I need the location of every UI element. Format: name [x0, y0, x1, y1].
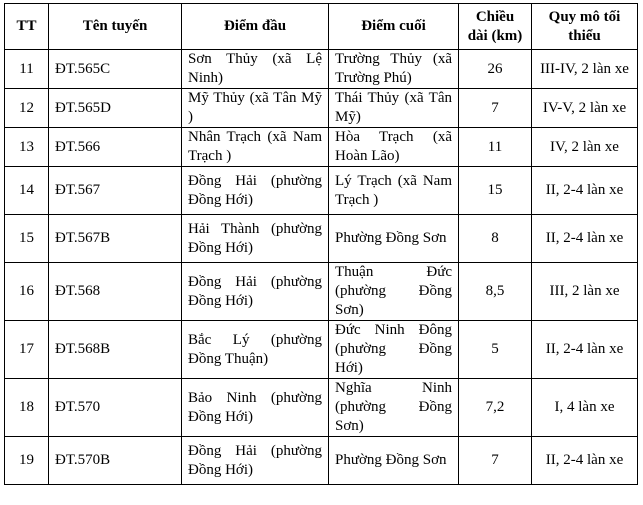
route-name-cell: ĐT.566 — [49, 128, 182, 167]
end-point-cell: Thuận Đức (phường Đồng Sơn) — [329, 263, 459, 321]
length-cell: 5 — [459, 321, 532, 379]
row-number-cell: 12 — [5, 89, 49, 128]
header-row — [5, 4, 638, 50]
start-point-cell: Đồng Hải (phường Đồng Hới) — [182, 167, 329, 215]
end-point-cell: Thái Thủy (xã Tân Mỹ) — [329, 89, 459, 128]
route-name-cell: ĐT.567 — [49, 167, 182, 215]
routes-table — [4, 3, 638, 485]
row-number-cell: 15 — [5, 215, 49, 263]
length-cell: 11 — [459, 128, 532, 167]
row-number-cell: 11 — [5, 50, 49, 89]
scale-cell: II, 2-4 làn xe — [532, 321, 638, 379]
length-cell: 8 — [459, 215, 532, 263]
header-diem-cuoi: Điểm cuối — [329, 4, 459, 50]
table-row — [5, 50, 638, 89]
scale-cell: IV-V, 2 làn xe — [532, 89, 638, 128]
table-row — [5, 437, 638, 485]
length-cell: 15 — [459, 167, 532, 215]
length-cell: 7,2 — [459, 379, 532, 437]
start-point-cell: Mỹ Thủy (xã Tân Mỹ ) — [182, 89, 329, 128]
scale-cell: II, 2-4 làn xe — [532, 215, 638, 263]
route-name-cell: ĐT.567B — [49, 215, 182, 263]
route-name-cell: ĐT.565D — [49, 89, 182, 128]
route-name-cell: ĐT.570 — [49, 379, 182, 437]
length-cell: 8,5 — [459, 263, 532, 321]
table-row — [5, 263, 638, 321]
end-point-cell: Nghĩa Ninh (phường Đồng Sơn) — [329, 379, 459, 437]
table-row — [5, 128, 638, 167]
route-name-cell: ĐT.565C — [49, 50, 182, 89]
end-point-cell: Lý Trạch (xã Nam Trạch ) — [329, 167, 459, 215]
length-cell: 26 — [459, 50, 532, 89]
route-name-cell: ĐT.568B — [49, 321, 182, 379]
start-point-cell: Nhân Trạch (xã Nam Trạch ) — [182, 128, 329, 167]
row-number-cell: 19 — [5, 437, 49, 485]
end-point-cell: Đức Ninh Đông (phường Đồng Hới) — [329, 321, 459, 379]
start-point-cell: Bảo Ninh (phường Đồng Hới) — [182, 379, 329, 437]
end-point-cell: Trường Thủy (xã Trường Phú) — [329, 50, 459, 89]
scale-cell: IV, 2 làn xe — [532, 128, 638, 167]
scale-cell: III, 2 làn xe — [532, 263, 638, 321]
row-number-cell: 18 — [5, 379, 49, 437]
end-point-cell: Hòa Trạch (xã Hoàn Lão) — [329, 128, 459, 167]
start-point-cell: Đồng Hải (phường Đồng Hới) — [182, 437, 329, 485]
table-row — [5, 379, 638, 437]
header-diem-dau: Điểm đầu — [182, 4, 329, 50]
scale-cell: II, 2-4 làn xe — [532, 437, 638, 485]
row-number-cell: 16 — [5, 263, 49, 321]
header-tt: TT — [5, 4, 49, 50]
start-point-cell: Bắc Lý (phường Đồng Thuận) — [182, 321, 329, 379]
length-cell: 7 — [459, 437, 532, 485]
scale-cell: I, 4 làn xe — [532, 379, 638, 437]
table-row — [5, 321, 638, 379]
row-number-cell: 14 — [5, 167, 49, 215]
route-name-cell: ĐT.568 — [49, 263, 182, 321]
start-point-cell: Sơn Thủy (xã Lệ Ninh) — [182, 50, 329, 89]
table-row — [5, 215, 638, 263]
end-point-cell: Phường Đồng Sơn — [329, 215, 459, 263]
start-point-cell: Hải Thành (phường Đồng Hới) — [182, 215, 329, 263]
scale-cell: II, 2-4 làn xe — [532, 167, 638, 215]
route-name-cell: ĐT.570B — [49, 437, 182, 485]
header-quy-mo: Quy mô tối thiểu — [532, 4, 638, 50]
table-row — [5, 89, 638, 128]
scale-cell: III-IV, 2 làn xe — [532, 50, 638, 89]
end-point-cell: Phường Đồng Sơn — [329, 437, 459, 485]
row-number-cell: 13 — [5, 128, 49, 167]
header-chieu-dai: Chiều dài (km) — [459, 4, 532, 50]
table-row — [5, 167, 638, 215]
start-point-cell: Đồng Hải (phường Đồng Hới) — [182, 263, 329, 321]
row-number-cell: 17 — [5, 321, 49, 379]
header-ten-tuyen: Tên tuyến — [49, 4, 182, 50]
length-cell: 7 — [459, 89, 532, 128]
